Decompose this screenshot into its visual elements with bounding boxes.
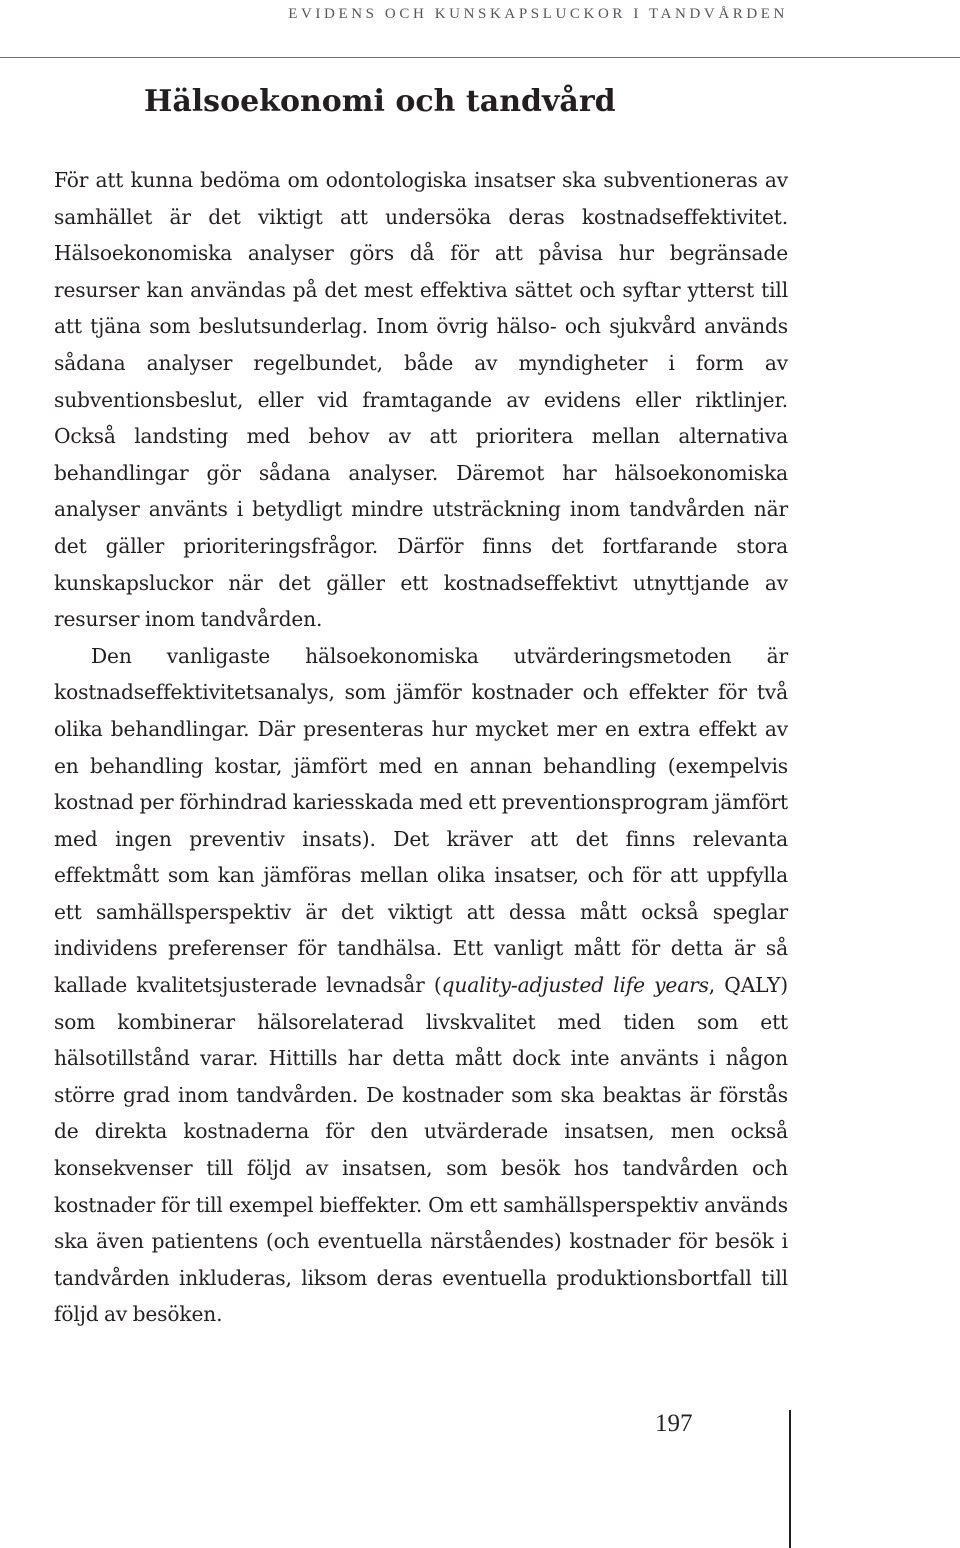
paragraph-2-text-before-italic: Den vanligaste hälsoekonomiska utvärderingsmetoden är kostnadseffektivitetsanalys, som jämför kostnader och effekter för två olika behandlingar. Där presenteras hur mycket mer en extra effekt av en behandling kostar, jämfört med en annan behandling (exempelvis kostnad per förhindrad kariesskada med ett preventionsprogram jämfört med ingen preventiv insats). Det kräver att det finns relevanta effektmått som kan jämföras mellan olika insatser, och för att uppfylla ett samhällsperspektiv är det viktigt att dessa mått också speglar individens preferenser för tandhälsa. Ett vanligt mått för detta är så kallade kvalitetsjusterade levnadsår (	[54, 643, 788, 998]
running-header: EVIDENS OCH KUNSKAPSLUCKOR I TANDVÅRDEN	[288, 6, 788, 22]
paragraph-2-text-after-italic: , QALY) som kombinerar hälsorelaterad livskvalitet med tiden som ett hälsotillstånd varar. Hittills har detta mått dock inte använts i någon större grad inom tandvården. De kostnader som ska beaktas är förstås de direkta kostnaderna för den utvärderade insatsen, men också konsekvenser till följd av insatsen, som besök hos tandvården och kostnader för till exempel bieffekter. Om ett samhällsperspektiv används ska även patientens (och eventuella närståendes) kostnader för besök i tandvården inkluderas, liksom deras eventuella produktionsbortfall till följd av besöken.	[54, 973, 788, 1327]
page-number: 197	[655, 1410, 693, 1437]
margin-rule	[789, 1410, 791, 1548]
paragraph-1: För att kunna bedöma om odontologiska insatser ska subventioneras av samhället är det viktigt att undersöka deras kostnadseffektivitet. Hälsoekonomiska analyser görs då för att påvisa hur begränsade resurser kan användas på det mest effektiva sättet och syftar ytterst till att tjäna som beslutsunderlag. Inom övrig hälso- och sjukvård används sådana analyser regelbundet, både av myndigheter i form av subventionsbeslut, eller vid framtagande av evidens eller riktlinjer. Också landsting med behov av att prioritera mellan alternativa behandlingar gör sådana analyser. Däremot har hälsoekonomiska analyser använts i betydligt mindre utsträckning inom tandvården när det gäller prioriteringsfrågor. Därför finns det fortfarande stora kunskapsluckor när det gäller ett kostnadseffektivt utnyttjande av resurser inom tandvården.	[54, 168, 788, 632]
paragraph-2	[54, 638, 788, 1333]
paragraph-2-italic-term: quality-adjusted life years	[441, 973, 709, 998]
section-title: Hälsoekonomi och tandvård	[144, 84, 616, 119]
header-divider	[0, 57, 960, 58]
body-text	[54, 162, 788, 1333]
